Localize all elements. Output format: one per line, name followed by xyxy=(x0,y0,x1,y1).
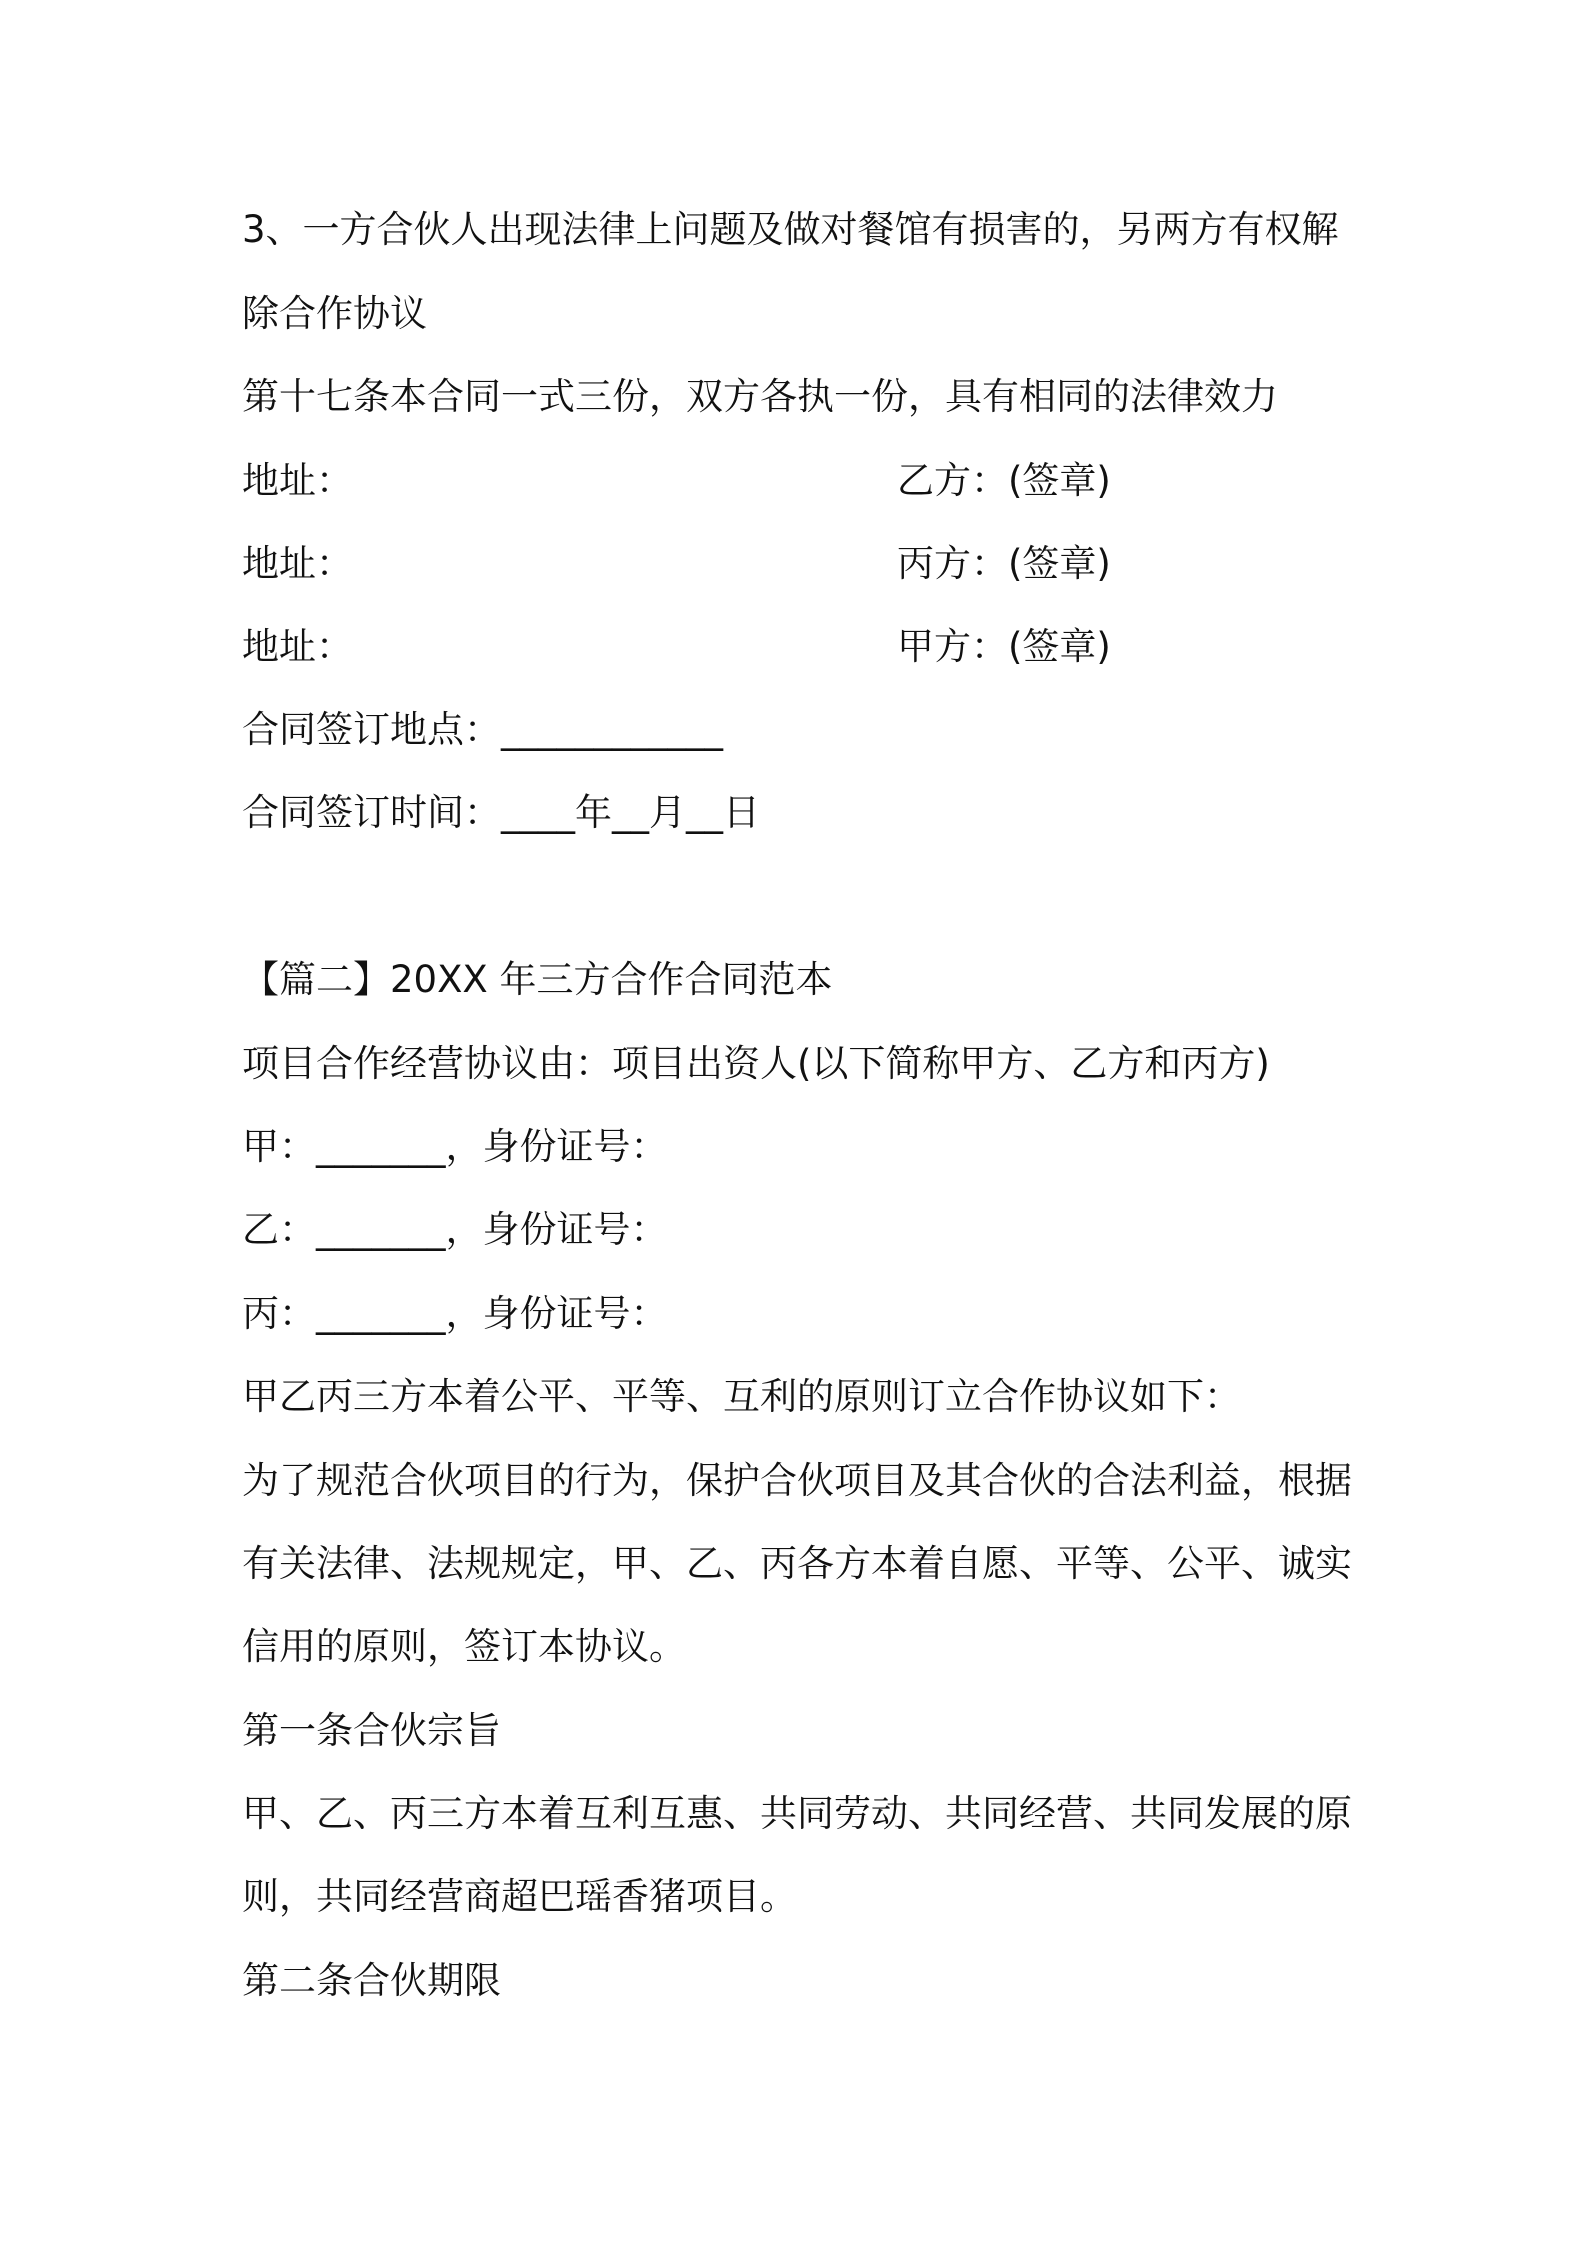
address-label: 地址： xyxy=(242,459,353,502)
principle: 甲乙丙三方本着公平、平等、互利的原则订立合作协议如下： xyxy=(242,1375,1241,1418)
article-17: 第十七条本合同一式三份，双方各执一份，具有相同的法律效力 xyxy=(242,375,1278,418)
sign-time: 合同签订时间：____年__月__日 xyxy=(242,791,760,834)
party-c-line: 丙：_______，身份证号： xyxy=(242,1292,668,1335)
sign-place: 合同签订地点：____________ xyxy=(242,708,723,751)
section-2-title: 【篇二】20XX 年三方合作合同范本 xyxy=(242,958,833,1001)
party-b-line: 乙：_______，身份证号： xyxy=(242,1208,668,1251)
clause-3-line-1: 3、一方合伙人出现法律上问题及做对餐馆有损害的，另两方有权解 xyxy=(242,208,1339,251)
party-c-signature: 丙方：(签章) xyxy=(897,542,1111,585)
intro: 项目合作经营协议由：项目出资人(以下简称甲方、乙方和丙方) xyxy=(242,1042,1270,1085)
article-1-title: 第一条合伙宗旨 xyxy=(242,1709,501,1752)
signature-row xyxy=(242,622,1111,672)
address-label: 地址： xyxy=(242,542,353,585)
party-b-signature: 乙方：(签章) xyxy=(897,459,1111,502)
signature-row xyxy=(242,456,1111,506)
party-a-signature: 甲方：(签章) xyxy=(897,625,1111,668)
purpose-line-1: 为了规范合伙项目的行为，保护合伙项目及其合伙的合法利益，根据 xyxy=(242,1459,1352,1502)
signature-row xyxy=(242,539,1111,589)
address-label: 地址： xyxy=(242,625,353,668)
article-2-title: 第二条合伙期限 xyxy=(242,1959,501,2002)
clause-3-line-2: 除合作协议 xyxy=(242,292,427,335)
article-1-line-2: 则，共同经营商超巴瑶香猪项目。 xyxy=(242,1875,797,1918)
purpose-line-2: 有关法律、法规规定，甲、乙、丙各方本着自愿、平等、公平、诚实 xyxy=(242,1542,1352,1585)
article-1-line-1: 甲、乙、丙三方本着互利互惠、共同劳动、共同经营、共同发展的原 xyxy=(242,1792,1352,1835)
party-a-line: 甲：_______，身份证号： xyxy=(242,1125,668,1168)
purpose-line-3: 信用的原则，签订本协议。 xyxy=(242,1625,686,1668)
